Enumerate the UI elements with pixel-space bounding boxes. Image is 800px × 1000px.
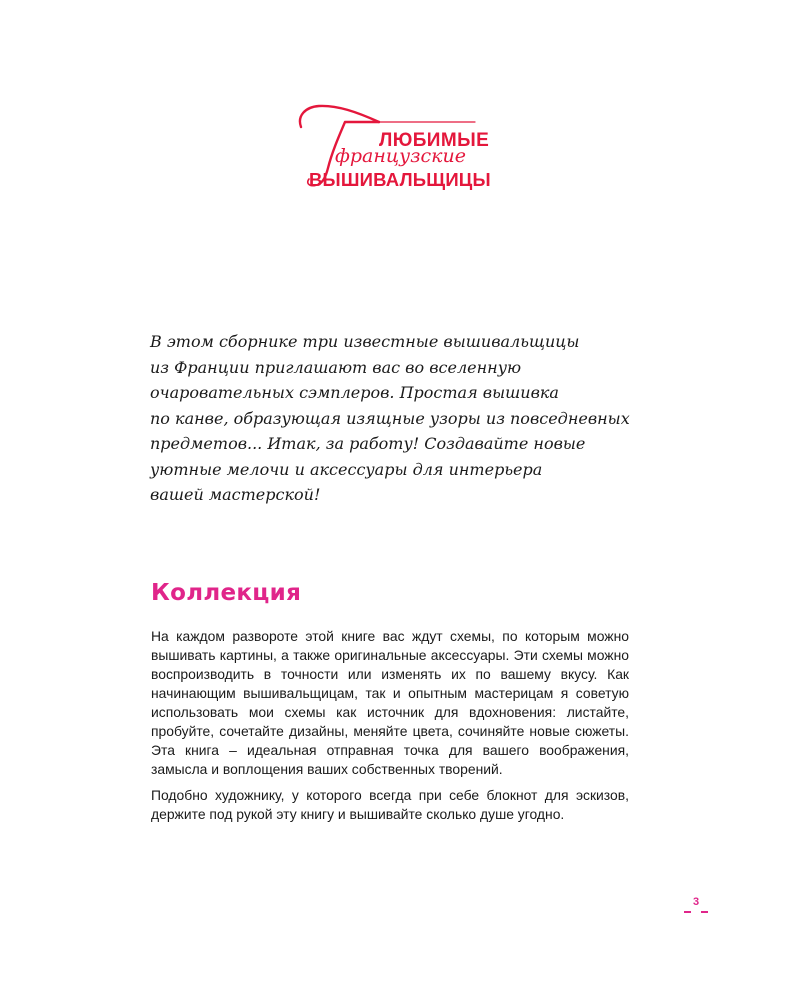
section-body <box>151 627 629 831</box>
page-number-rule <box>684 911 708 913</box>
intro-line: по канве, образующая изящные узоры из повседневных <box>150 408 630 428</box>
intro-paragraph <box>150 329 650 508</box>
logo-line-2: французские <box>335 145 466 167</box>
page-number: 3 <box>692 896 700 908</box>
logo-line-3: ВЫШИВАЛЬЩИЦЫ <box>309 169 491 190</box>
body-paragraph: На каждом развороте этой книге вас ждут схемы, по которым можно вышивать картины, а также оригинальные аксессуары. Эти схемы можно воспроизводить в точности или изменять их по вашему вкусу. Как начинающим вышивальщицам, так и опытным мастерицам я советую использовать мои схемы как источник для вдохновения: листайте, пробуйте, сочетайте дизайны, меняйте цвета, сочиняйте новые сюжеты. Эта книга – идеальная отправная точка для вашего воображения, замысла и воплощения ваших собственных творений. <box>151 628 629 777</box>
logo-line-1: ЛЮБИМЫЕ <box>379 130 490 151</box>
intro-line: В этом сборнике три известные вышивальщицы <box>150 332 580 351</box>
series-logo <box>295 100 491 192</box>
intro-line: очаровательных сэмплеров. Простая вышивка <box>150 383 559 402</box>
body-paragraph: Подобно художнику, у которого всегда при себе блокнот для эскизов, держите под рукой эту книгу и вышивайте сколько душе угодно. <box>151 787 629 822</box>
intro-line: уютные мелочи и аксессуары для интерьера <box>150 459 543 479</box>
intro-line: вашей мастерской! <box>150 485 321 504</box>
section-heading: Коллекция <box>151 580 302 606</box>
intro-line: предметов... Итак, за работу! Создавайте новые <box>150 434 586 453</box>
intro-line: из Франции приглашают вас во вселенную <box>150 357 522 377</box>
